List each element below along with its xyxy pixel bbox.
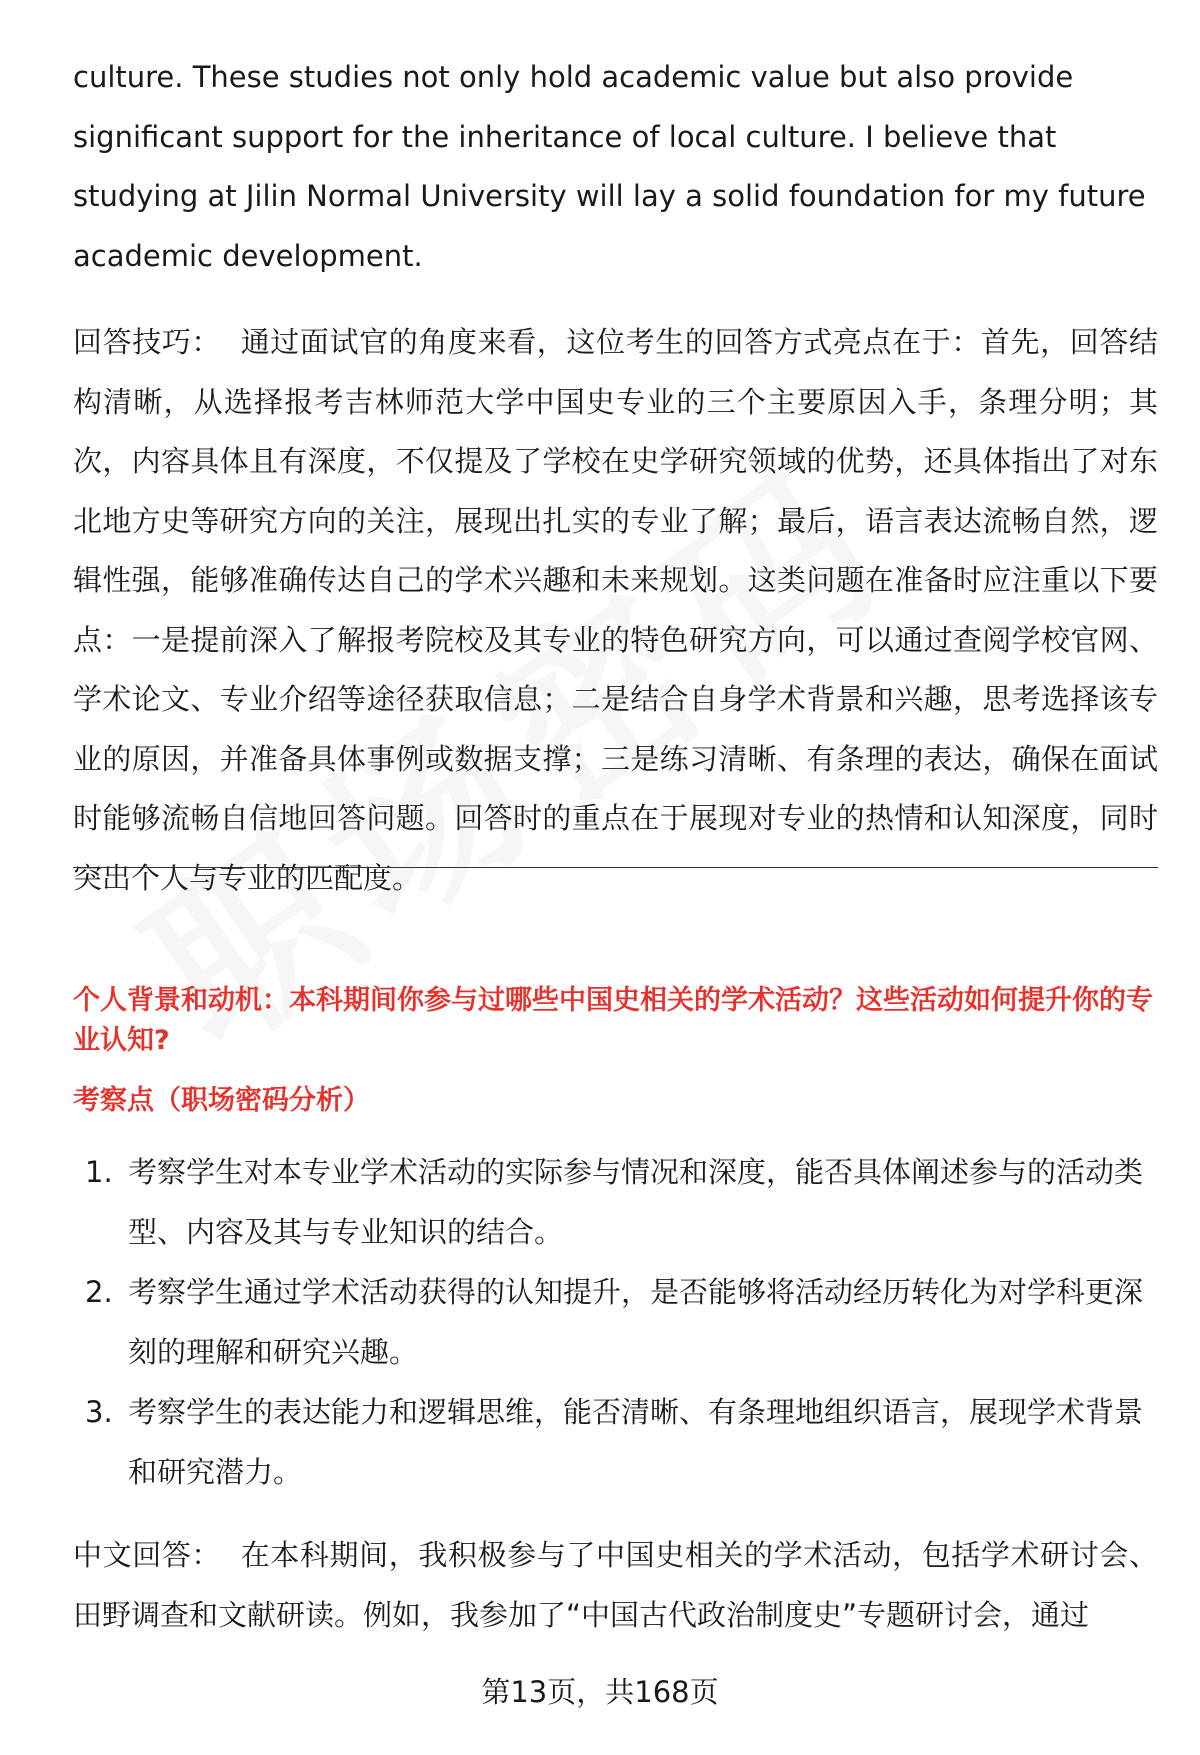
analysis-subheading: 考察点（职场密码分析） [73, 1085, 370, 1116]
answer-label: 中文回答： [73, 1538, 222, 1572]
tips-paragraph [73, 313, 1158, 908]
answer-text: 在本科期间，我积极参与了中国史相关的学术活动，包括学术研讨会、田野调查和文献研读。例如，我参加了“中国古代政治制度史”专题研讨会，通过 [73, 1538, 1158, 1632]
list-number: 2. [85, 1275, 113, 1309]
list-text: 考察学生的表达能力和逻辑思维，能否清晰、有条理地组织语言，展现学术背景和研究潜力。 [128, 1395, 1144, 1489]
list-item [73, 1143, 1158, 1262]
section-divider [73, 867, 1158, 868]
english-paragraph: culture. These studies not only hold academic value but also provide significant support for the inheritance of local culture. I believe that studying at Jilin Normal University will lay a solid foundation for my future academic development. [73, 60, 1146, 273]
list-number: 3. [85, 1395, 113, 1429]
list-text: 考察学生对本专业学术活动的实际参与情况和深度，能否具体阐述参与的活动类型、内容及其与专业知识的结合。 [128, 1155, 1144, 1249]
list-item [73, 1263, 1158, 1382]
list-item [73, 1383, 1158, 1502]
list-text: 考察学生通过学术活动获得的认知提升，是否能够将活动经历转化为对学科更深刻的理解和研究兴趣。 [128, 1275, 1144, 1369]
tips-text: 通过面试官的角度来看，这位考生的回答方式亮点在于：首先，回答结构清晰，从选择报考吉林师范大学中国史专业的三个主要原因入手，条理分明；其次，内容具体且有深度，不仅提及了学校在史学研究领域的优势，还具体指出了对东北地方史等研究方向的关注，展现出扎实的专业了解；最后，语言表达流畅自然，逻辑性强，能够准确传达自己的学术兴趣和未来规划。这类问题在准备时应注重以下要点：一是提前深入了解报考院校及其专业的特色研究方向，可以通过查阅学校官网、学术论文、专业介绍等途径获取信息；二是结合自身学术背景和兴趣，思考选择该专业的原因，并准备具体事例或数据支撑；三是练习清晰、有条理的表达，确保在面试时能够流畅自信地回答问题。回答时的重点在于展现对专业的热情和认知深度，同时突出个人与专业的匹配度。 [73, 325, 1158, 895]
question-heading: 个人背景和动机：本科期间你参与过哪些中国史相关的学术活动？这些活动如何提升你的专业认知? [73, 985, 1153, 1056]
analysis-points-list [73, 1143, 1158, 1502]
answer-paragraph [73, 1526, 1158, 1645]
document-page [73, 48, 1158, 1645]
page-footer: 第13页，共168页 [481, 1675, 719, 1709]
list-number: 1. [85, 1155, 113, 1189]
tips-label: 回答技巧： [73, 325, 222, 359]
